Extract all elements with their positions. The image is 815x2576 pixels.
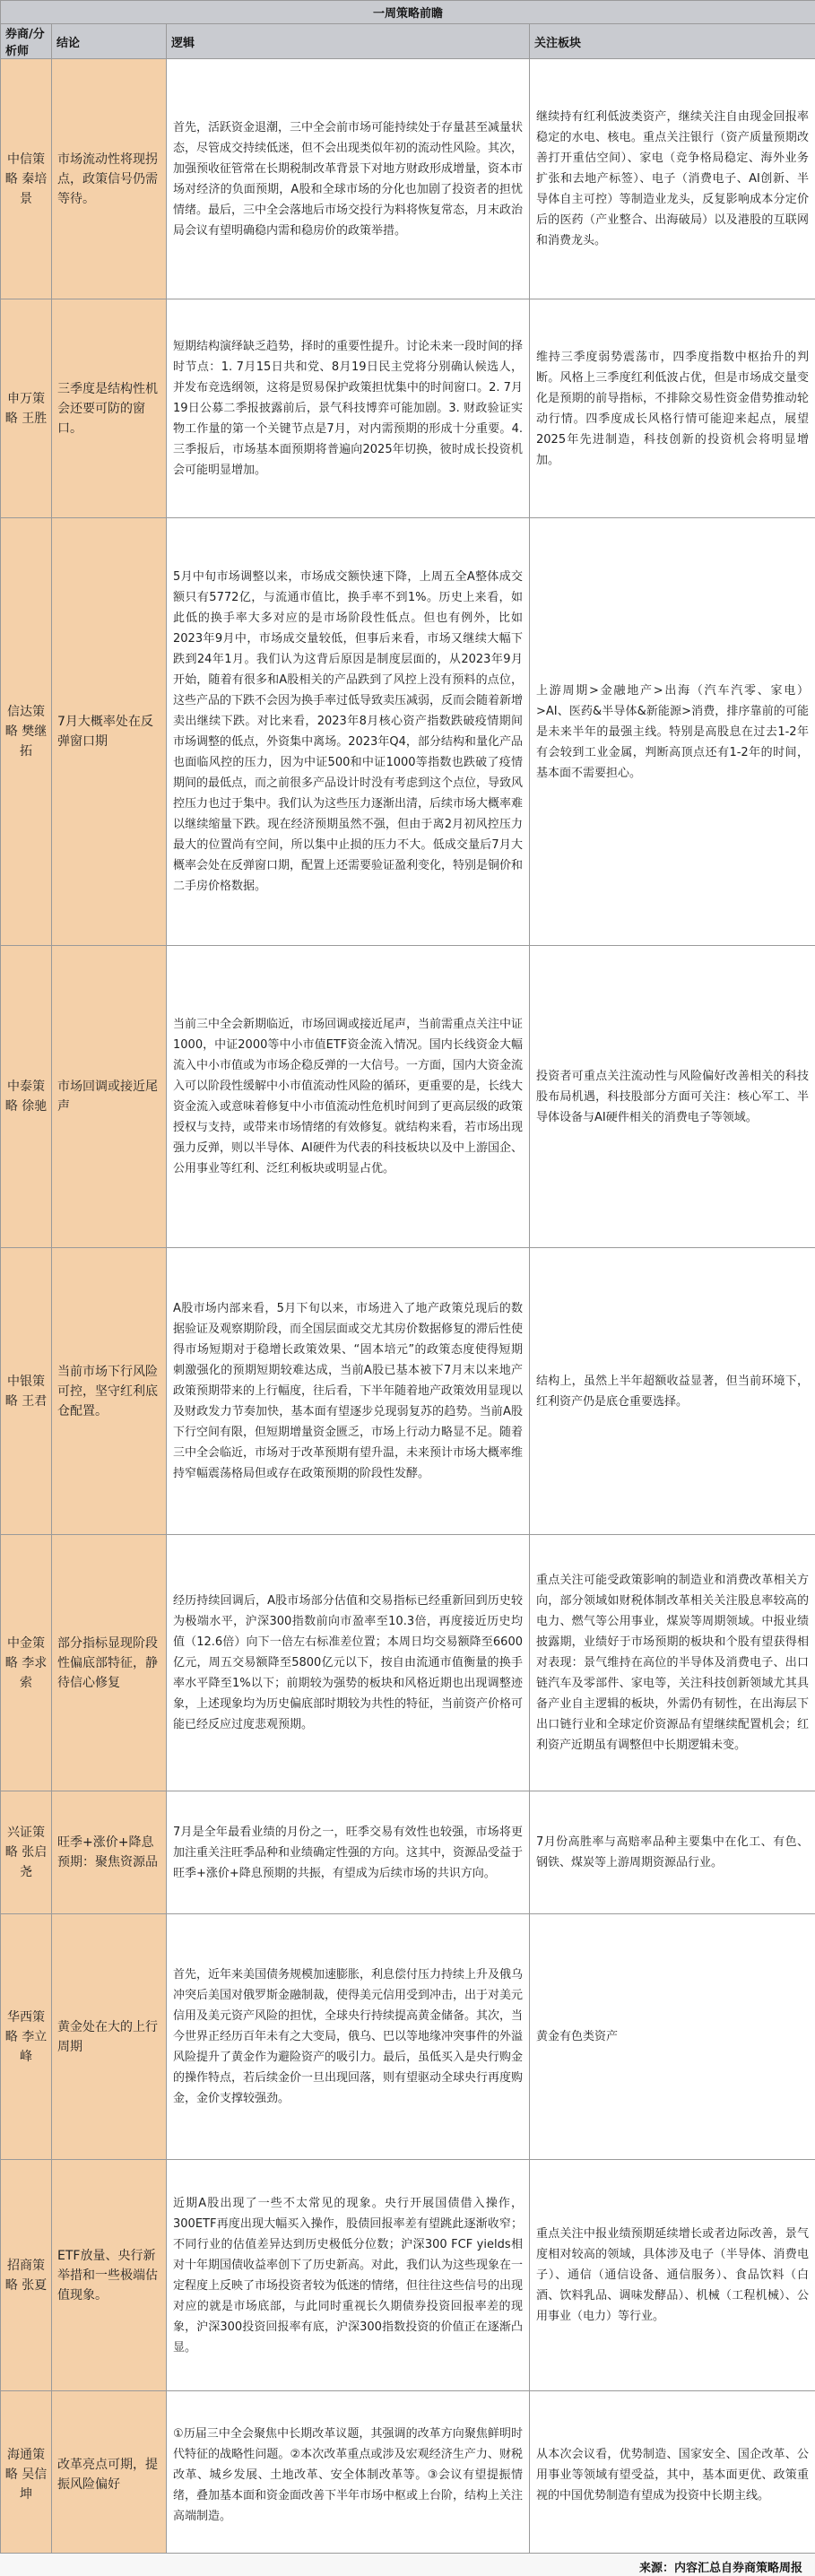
focus-cell: 结构上，虽然上半年超额收益显著，但当前环境下，红利资产仍是底仓重要选择。: [530, 1248, 815, 1535]
conclusion-cell: 黄金处在大的上行周期: [52, 1914, 167, 2160]
table-row: [1, 1248, 815, 1535]
header-broker: 券商/分析师: [1, 24, 52, 59]
logic-cell: 首先，近年来美国债务规模加速膨胀，利息偿付压力持续上升及俄乌冲突后美国对俄罗斯金融制裁，使得美元信用受到冲击，出于对美元信用及美元资产风险的担忧，全球央行持续提高黄金储备。其次，当今世界正经历百年未有之大变局，俄乌、巴以等地缘冲突事件的外溢风险提升了黄金作为避险资产的吸引力。最后，虽低买入是央行购金的操作特点，若后续金价一旦出现回落，则有望驱动全球央行再度购金，金价支撑较强劲。: [167, 1914, 530, 2160]
header-conclusion: 结论: [52, 24, 167, 59]
conclusion-cell: 7月大概率处在反弹窗口期: [52, 518, 167, 946]
conclusion-cell: 三季度是结构性机会还要可防的窗口。: [52, 299, 167, 518]
table-row: [1, 1535, 815, 1791]
broker-cell: 兴证策略 张启尧: [1, 1791, 52, 1914]
table-row: [1, 2391, 815, 2559]
logic-cell: 5月中旬市场调整以来，市场成交额快速下降，上周五全A整体成交额只有5772亿，与流通市值比，换手率不到1%。历史上来看，如此低的换手率大多对应的是市场阶段性低点。但也有例外，比如2023年9月中，市场成交量较低，但事后来看，市场又继续大幅下跌到24年1月。我们认为这背后原因是制度层面的，从2023年9月开始，随着有很多和A股相关的产品跌到了风控上没有预料的点位，这些产品的下跌不会因为换手率过低导致卖压减弱，反而会随着新增卖出继续下跌。对比来看，2023年8月核心资产指数跌破疫情期间市场调整的低点，外资集中离场。2023年Q4，部分结构和量化产品也面临风控的压力，因为中证500和中证1000等指数也跌破了疫情期间的最低点，而之前很多产品设计时没有考虑到这个点位，导致风控压力也过于集中。我们认为这些压力逐渐出清，后续市场大概率难以继续缩量下跌。现在经济预期虽然不强，但由于离2月初风控压力最大的位置尚有空间，所以集中止损的压力不大。低成交量后7月大概率会处在反弹窗口期，配置上还需要验证盈利变化，特别是铜价和二手房价格数据。: [167, 518, 530, 946]
focus-cell: 上游周期>金融地产>出海（汽车汽零、家电）>AI、医药&半导体&新能源>消费，排序靠前的可能是未来半年的最强主线。特别是高股息在过去1-2年有会较到工业金属，判断高顶点还有1-2年的时间，基本面不需要担心。: [530, 518, 815, 946]
header-logic: 逻辑: [167, 24, 530, 59]
broker-cell: 中银策略 王君: [1, 1248, 52, 1535]
broker-cell: 招商策略 张夏: [1, 2160, 52, 2391]
logic-cell: 7月是全年最看业绩的月份之一，旺季交易有效性也较强，市场将更加注重关注旺季品种和业绩确定性强的方向。这其中，资源品受益于旺季+涨价+降息预期的共振，有望成为后续市场的共识方向。: [167, 1791, 530, 1914]
focus-cell: 继续持有红利低波类资产，继续关注自由现金回报率稳定的水电、核电。重点关注银行（资产质量预期改善打开重估空间）、家电（竞争格局稳定、海外业务扩张和去地产标签）、电子（消费电子、AI创新、半导体自主可控）等制造业龙头，反复影响成本分定价后的医药（产业整合、出海破局）以及港股的互联网和消费龙头。: [530, 59, 815, 299]
logic-cell: 短期结构演绎缺乏趋势，择时的重要性提升。讨论未来一段时间的择时节点：1. 7月15日共和党、8月19日民主党将分别确认候选人，并发布竞选纲领，这将是贸易保护政策担忧集中的时间窗口。2. 7月19日公募二季报披露前后，景气科技博弈可能加剧。3. 财政验证实物工作量的第一个关键节点是7月，对内需预期的形成十分重要。4. 三季报后，市场基本面预期将普遍向2025年切换，彼时成长投资机会可能明显增加。: [167, 299, 530, 518]
conclusion-cell: ETF放量、央行新举措和一些极端估值现象。: [52, 2160, 167, 2391]
table-title: 一周策略前瞻: [1, 1, 815, 24]
logic-cell: 首先，活跃资金退潮，三中全会前市场可能持续处于存量甚至减量状态，尽管成交持续低迷，但不会出现类似年初的流动性风险。其次，加强预收征管常在长期税制改革背景下对地方财政形成增量，资本市场对经济的负面预期，A股和全球市场的分化也加剧了投资者的担忧情绪。最后，三中全会落地后市场交投行为料将恢复常态，月末政治局会议有望明确稳内需和稳房价的政策举措。: [167, 59, 530, 299]
conclusion-cell: 旺季+涨价+降息预期：聚焦资源品: [52, 1791, 167, 1914]
conclusion-cell: 市场流动性将现拐点，政策信号仍需等待。: [52, 59, 167, 299]
conclusion-cell: 改革亮点可期，提振风险偏好: [52, 2391, 167, 2559]
broker-cell: 中信策略 秦培景: [1, 59, 52, 299]
focus-cell: 7月份高胜率与高赔率品种主要集中在化工、有色、钢铁、煤炭等上游周期资源品行业。: [530, 1791, 815, 1914]
focus-cell: 从本次会议看，优势制造、国家安全、国企改革、公用事业等领域有望受益，其中，基本面更优、政策重视的中国优势制造有望成为投资中长期主线。: [530, 2391, 815, 2559]
logic-cell: A股市场内部来看，5月下旬以来，市场进入了地产政策兑现后的数据验证及观察期阶段，而全国层面或交尤其房价数据修复的滞后性使得市场短期对于稳增长政策效果、“固本培元”的政策态度使得短期刺激强化的预期短期较难达成，当前A股已基本被下7月末以来地产政策预期带来的上行幅度，往后看，下半年随着地产政策效用显现以及财政发力节奏加快，基本面有望逐步兑现弱复苏的趋势。当前A股下行空间有限，但短期增量资金匮乏，市场上行动力略显不足。随着三中全会临近，市场对于改革预期有望升温，未来预计市场大概率维持窄幅震荡格局但或存在政策预期的阶段性发酵。: [167, 1248, 530, 1535]
broker-cell: 信达策略 樊继拓: [1, 518, 52, 946]
logic-cell: ①历届三中全会聚焦中长期改革议题，其强调的改革方向聚焦鲜明时代特征的战略性问题。②本次改革重点或涉及宏观经济生产力、财税改革、城乡发展、土地改革、安全体制改革等。③会议有望提振情绪，叠加基本面和资金面改善下半年市场中枢或上台阶，结构上关注高端制造。: [167, 2391, 530, 2559]
conclusion-cell: 部分指标显现阶段性偏底部特征，静待信心修复: [52, 1535, 167, 1791]
logic-cell: 经历持续回调后，A股市场部分估值和交易指标已经重新回到历史较为极端水平，沪深300指数前向市盈率至10.3倍，再度接近历史均值（12.6倍）向下一倍左右标准差位置；本周日均交易额降至6600亿元，周五交易额降至5800亿元以下，按自由流通市值衡量的换手率水平降至1%以下；前期较为强势的板块和风格近期也出现调整迹象，上述现象均为历史偏底部时期较为共性的特征，当前资产价格可能已经反应过度悲观预期。: [167, 1535, 530, 1791]
source-note: 来源：内容汇总自券商策略周报: [638, 2562, 802, 2575]
header-focus: 关注板块: [530, 24, 815, 59]
table-row: [1, 518, 815, 946]
table-row: [1, 946, 815, 1248]
broker-cell: 海通策略 吴信坤: [1, 2391, 52, 2559]
focus-cell: 维持三季度弱势震荡市，四季度指数中枢抬升的判断。风格上三季度红利低波占优，但是市场成交量变化是预期的前导指标，不排除交易性资金借势推动轮动行情。四季度成长风格行情可能迎来起点，展望2025年先进制造，科技创新的投资机会将明显增加。: [530, 299, 815, 518]
broker-cell: 中泰策略 徐驰: [1, 946, 52, 1248]
table-row: [1, 1914, 815, 2160]
focus-cell: 黄金有色类资产: [530, 1914, 815, 2160]
table-row: [1, 299, 815, 518]
source-footer: [0, 2553, 815, 2576]
table-row: [1, 2160, 815, 2391]
logic-cell: 近期A股出现了一些不太常见的现象。央行开展国债借入操作，300ETF再度出现大幅买入操作，股债回报率差有望跳此逐渐收窄；不同行业的估值差异达到历史极低分位数；沪深300 FCF yields相对十年期国债收益率创下了历史新高。对此，我们认为这些现象在一定程度上反映了市场投资者较为低迷的情绪，但往往这些信号的出现对应的就是市场底部，与此同时重视长久期债券投资回报率差的现象，沪深300投资回报率有底，沪深300指数投资的价值正在逐渐凸显。: [167, 2160, 530, 2391]
broker-cell: 华西策略 李立峰: [1, 1914, 52, 2160]
conclusion-cell: 市场回调或接近尾声: [52, 946, 167, 1248]
broker-cell: 申万策略 王胜: [1, 299, 52, 518]
table-row: [1, 1791, 815, 1914]
table-row: [1, 59, 815, 299]
focus-cell: 重点关注中报业绩预期延续增长或者边际改善，景气度相对较高的领域，具体涉及电子（半导体、消费电子）、通信（通信设备、通信服务）、食品饮料（白酒、饮料乳品、调味发酵品）、机械（工程机械）、公用事业（电力）等行业。: [530, 2160, 815, 2391]
conclusion-cell: 当前市场下行风险可控，坚守红利底仓配置。: [52, 1248, 167, 1535]
focus-cell: 重点关注可能受政策影响的制造业和消费改革相关方向，部分领域如财税体制改革相关关注股息率较高的电力、燃气等公用事业，煤炭等周期领域。中报业绩披露期，业绩好于市场预期的板块和个股有望获得相对表现：景气维持在高位的半导体及消费电子、出口链汽车及零部件、家电等，关注科技创新领域尤其具备产业自主逻辑的板块，外需仍有韧性，在出海层下出口链行业和全球定价资源品有望继续配置机会；红利资产近期虽有调整但中长期逻辑未变。: [530, 1535, 815, 1791]
logic-cell: 当前三中全会新期临近，市场回调或接近尾声，当前需重点关注中证1000，中证2000等中小市值ETF资金流入情况。国内长线资金大幅流入中小市值或为市场企稳反弹的一大信号。一方面，国内大资金流入可以阶段性缓解中小市值流动性风险的循环，更重要的是，长线大资金流入或意味着修复中小市值流动性危机时间到了更高层级的政策授权与支持，或带来市场情绪的有效修复。就结构来看，若市场出现强力反弹，则以半导体、AI硬件为代表的科技板块以及中上游国企、公用事业等红利、泛红利板块或明显占优。: [167, 946, 530, 1248]
broker-cell: 中金策略 李求索: [1, 1535, 52, 1791]
focus-cell: 投资者可重点关注流动性与风险偏好改善相关的科技股布局机遇，科技股部分方面可关注：核心军工、半导体设备与AI硬件相关的消费电子等领域。: [530, 946, 815, 1248]
